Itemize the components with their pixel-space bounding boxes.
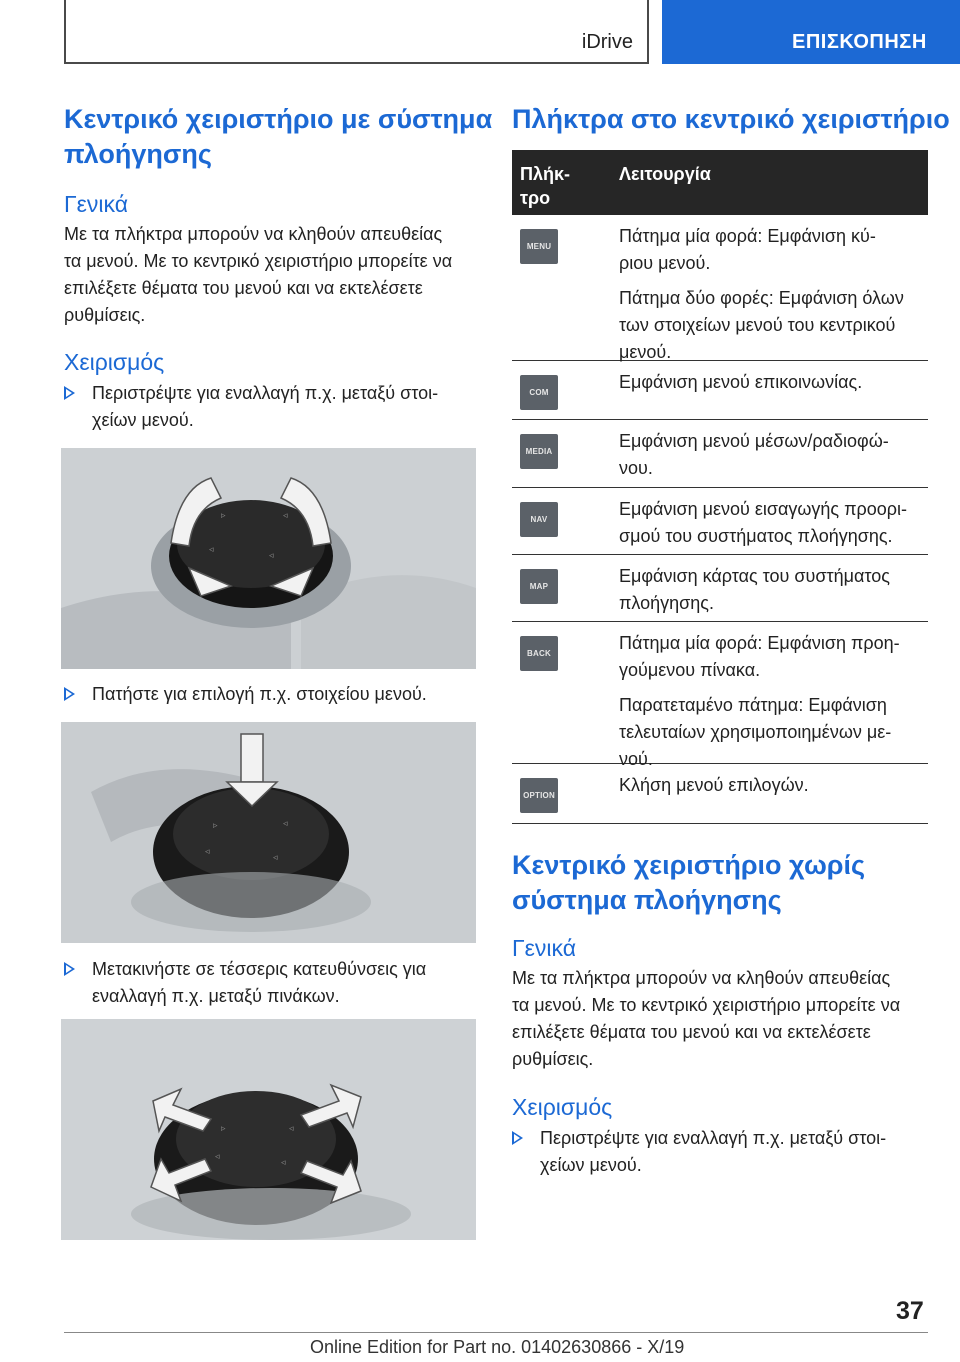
nav-key-icon: NAV: [520, 502, 558, 537]
bullet-tilt: [64, 956, 426, 1010]
footer-divider: [64, 1332, 928, 1333]
text-line: ριου μενού.: [619, 253, 711, 273]
text-line: Με τα πλήκτρα μπορούν να κληθούν απευθείας: [512, 968, 891, 988]
section-title-line: Κεντρικό χειριστήριο χωρίς: [512, 850, 866, 880]
section-title-line: σύστημα πλοήγησης: [512, 885, 782, 915]
keys-heading: Πλήκτρα στο κεντρικό χειριστήριο: [512, 104, 950, 134]
table-row: [512, 764, 928, 824]
svg-text:▹: ▹: [221, 510, 226, 520]
header-key-column: [520, 162, 590, 210]
text-line: τρο: [520, 188, 551, 208]
table-row: [512, 215, 928, 361]
text-line: Εμφάνιση μενού μέσων/ραδιοφώ-: [619, 431, 889, 451]
text-line: επιλέξετε θέματα του μενού και να εκτελέσετε: [512, 1022, 871, 1042]
option-key-icon: OPTION: [520, 778, 558, 813]
section-title-2: [512, 848, 865, 918]
table-header: [512, 150, 928, 215]
section-title-line: Κεντρικό χειριστήριο με σύστημα: [64, 104, 493, 134]
svg-text:▹: ▹: [221, 1123, 226, 1133]
bullet-triangle-icon: [64, 687, 75, 701]
text-line: Πάτημα μία φορά: Εμφάνιση κύ-: [619, 226, 876, 246]
bullet-triangle-icon: [64, 386, 75, 400]
header-function-column: Λειτουργία: [619, 164, 711, 184]
svg-text:◃: ◃: [273, 852, 278, 862]
text-line: Περιστρέψτε για εναλλαγή π.χ. μεταξύ στοι-: [540, 1128, 887, 1148]
row-description: [619, 428, 924, 482]
svg-text:◃: ◃: [289, 1123, 294, 1133]
media-key-icon: MEDIA: [520, 434, 558, 469]
text-line: ρυθμίσεις.: [512, 1049, 594, 1069]
photo-controller-tilt: [61, 1019, 476, 1240]
footer-edition: Online Edition for Part no. 01402630866 - X/19: [310, 1337, 685, 1357]
row-description: [619, 563, 924, 617]
text-line: ρυθμίσεις.: [64, 305, 146, 325]
operation-heading-2: Χειρισμός: [512, 1094, 613, 1120]
text-line: Εμφάνιση μενού επικοινωνίας.: [619, 372, 863, 392]
text-line: χείων μενού.: [92, 410, 194, 430]
header-tab-label: ΕΠΙΣΚΟΠΗΣΗ: [792, 31, 927, 53]
photo-controller-press: [61, 722, 476, 943]
row-description: [619, 630, 924, 773]
text-line: των στοιχείων μενού του κεντρικού: [619, 315, 896, 335]
svg-text:◃: ◃: [281, 1157, 286, 1167]
text-line: πλοήγησης.: [619, 593, 714, 613]
row-description: [619, 369, 924, 396]
com-key-icon: COM: [520, 375, 558, 410]
svg-text:◃: ◃: [215, 1151, 220, 1161]
text-line: Πάτημα δύο φορές: Εμφάνιση όλων: [619, 288, 904, 308]
back-key-icon: BACK: [520, 636, 558, 671]
text-line: τα μενού. Με το κεντρικό χειριστήριο μπορείτε να: [512, 995, 901, 1015]
text-line: Πατήστε για επιλογή π.χ. στοιχείου μενού.: [92, 684, 427, 704]
text-line: Μετακινήστε σε τέσσερις κατευθύνσεις για: [92, 959, 427, 979]
general-paragraph: [64, 221, 452, 329]
svg-text:▹: ▹: [213, 820, 218, 830]
text-line: σμού του συστήματος πλοήγησης.: [619, 526, 893, 546]
table-row: [512, 555, 928, 622]
header-section-label: iDrive: [581, 31, 633, 53]
text-line: Με τα πλήκτρα μπορούν να κληθούν απευθείας: [64, 224, 443, 244]
bullet-rotate-2: [512, 1125, 886, 1179]
photo-controller-rotate: [61, 448, 476, 669]
general-paragraph-2: [512, 965, 900, 1073]
general-heading: Γενικά: [64, 191, 129, 217]
svg-text:◃: ◃: [209, 544, 214, 554]
svg-text:◃: ◃: [269, 550, 274, 560]
text-line: εναλλαγή π.χ. μεταξύ πινάκων.: [92, 986, 340, 1006]
bullet-triangle-icon: [64, 962, 75, 976]
bullet-triangle-icon: [512, 1131, 523, 1145]
svg-text:◃: ◃: [283, 818, 288, 828]
bullet-rotate: [64, 380, 438, 434]
section-title-line: πλοήγησης: [64, 139, 212, 169]
header-frame: [64, 0, 649, 64]
text-line: Πάτημα μία φορά: Εμφάνιση προη-: [619, 633, 900, 653]
text-line: νου.: [619, 458, 653, 478]
text-line: Εμφάνιση κάρτας του συστήματος: [619, 566, 890, 586]
text-line: Παρατεταμένο πάτημα: Εμφάνιση: [619, 695, 887, 715]
text-line: τελευταίων χρησιμοποιημένων με-: [619, 722, 892, 742]
text-line: τα μενού. Με το κεντρικό χειριστήριο μπορείτε να: [64, 251, 453, 271]
table-row: [512, 622, 928, 769]
general-heading-2: Γενικά: [512, 935, 577, 961]
row-description: [619, 772, 924, 799]
bullet-press: [64, 681, 427, 708]
table-row: [512, 488, 928, 555]
text-line: Περιστρέψτε για εναλλαγή π.χ. μεταξύ στοι-: [92, 383, 439, 403]
text-line: μενού.: [619, 342, 672, 362]
text-line: Κλήση μενού επιλογών.: [619, 775, 809, 795]
operation-heading: Χειρισμός: [64, 349, 165, 375]
text-line: Πλήκ-: [520, 164, 571, 184]
table-row: [512, 361, 928, 420]
menu-key-icon: MENU: [520, 229, 558, 264]
page-number: 37: [896, 1297, 924, 1325]
table-row: [512, 420, 928, 488]
section-title: [64, 102, 492, 172]
keys-table: [512, 150, 928, 824]
svg-text:◃: ◃: [205, 846, 210, 856]
map-key-icon: MAP: [520, 569, 558, 604]
header-tab[interactable]: [662, 0, 960, 64]
row-description: [619, 496, 924, 550]
text-line: νού.: [619, 749, 653, 769]
text-line: γούμενου πίνακα.: [619, 660, 761, 680]
svg-text:◃: ◃: [283, 510, 288, 520]
text-line: χείων μενού.: [540, 1155, 642, 1175]
text-line: Εμφάνιση μενού εισαγωγής προορι-: [619, 499, 908, 519]
row-description: [619, 223, 924, 366]
text-line: επιλέξετε θέματα του μενού και να εκτελέσετε: [64, 278, 423, 298]
